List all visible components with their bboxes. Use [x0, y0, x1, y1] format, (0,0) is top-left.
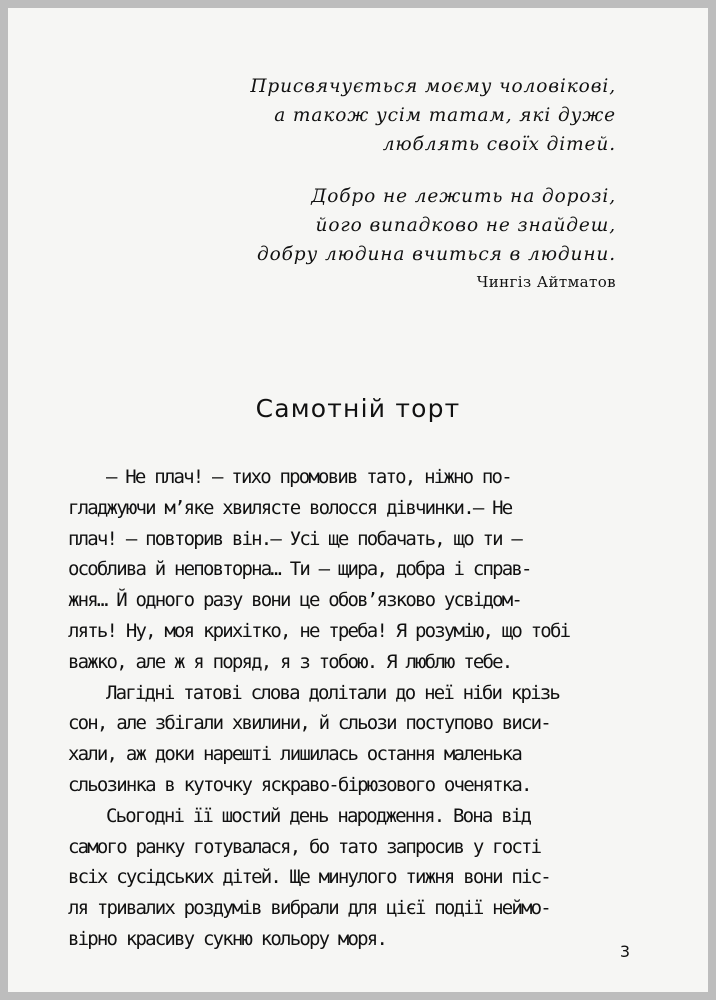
epigraph-line: добру людина вчиться в людини.	[256, 244, 616, 265]
text-line: особлива й неповторна… Ти — щира, добра і справ-	[68, 558, 531, 581]
chapter-body	[68, 462, 628, 955]
text-line: — Не плач! — тихо промовив тато, ніжно по-	[106, 466, 511, 488]
text-line: важко, але ж я поряд, я з тобою. Я люблю тебе.	[68, 650, 512, 673]
dedication	[250, 72, 616, 159]
epigraph-author: Чингіз Айтматов	[476, 273, 616, 291]
text-line: Лагідні татові слова долітали до неї ніби крізь	[106, 681, 560, 704]
text-line: сльозинка в куточку яскраво-бірюзового оченятка.	[68, 773, 531, 796]
text-line: ля тривалих роздумів вибрали для цієї події неймо-	[68, 897, 550, 920]
text-line: хали, аж доки нарешті лишилась остання маленька	[68, 743, 522, 766]
page-number: 3	[619, 942, 630, 961]
text-line: гладжуючи м’яке хвилясте волосся дівчинки.— Не	[68, 496, 512, 519]
paragraph	[68, 678, 628, 801]
dedication-line: люблять своїх дітей.	[382, 134, 616, 155]
text-line: всіх сусідських дітей. Ще минулого тижня вони піс-	[68, 866, 550, 889]
chapter-title: Самотній торт	[255, 394, 461, 423]
epigraph	[257, 182, 616, 294]
dedication-line: а також усім татам, які дуже	[274, 105, 616, 126]
epigraph-line: Добро не лежить на дорозі,	[311, 186, 616, 207]
text-line: самого ранку готувалася, бо тато запросив у гості	[68, 835, 541, 858]
paragraph	[68, 801, 628, 955]
text-line: плач! — повторив він.— Усі ще побачать, що ти —	[68, 527, 522, 550]
text-line: Сьогодні її шостий день народження. Вона від	[106, 804, 531, 827]
dedication-line: Присвячується моєму чоловікові,	[250, 76, 616, 97]
paragraph	[68, 462, 628, 678]
book-page	[8, 8, 708, 992]
text-line: лять! Ну, моя крихітко, не треба! Я розумію, що тобі	[68, 619, 570, 642]
text-line: жня… Й одного разу вони це обов’язково усвідом-	[68, 589, 522, 612]
epigraph-line: його випадково не знайдеш,	[315, 215, 616, 236]
text-line: сон, але збігали хвилини, й сльози поступово виси-	[68, 712, 550, 735]
text-line: вірно красиву сукню кольору моря.	[68, 927, 387, 950]
